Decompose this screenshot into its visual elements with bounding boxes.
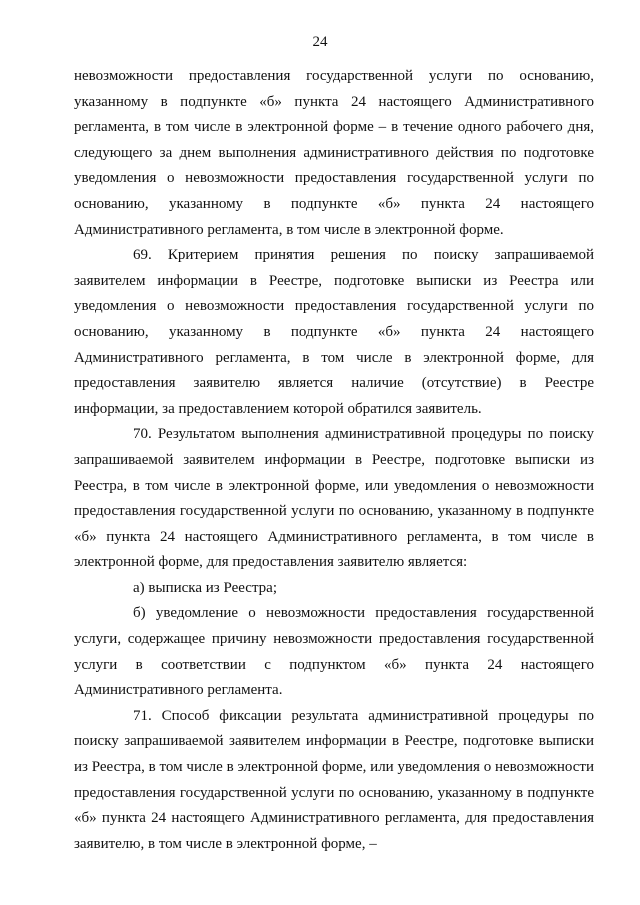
document-body — [74, 64, 594, 857]
paragraph-69: 69. Критерием принятия решения по поиску запрашиваемой заявителем информации в Реестре, подготовке выписки из Реестра или уведомления о невозможности предоставления государственной услуги по основанию, указанному в подпункте «б» пункта 24 настоящего Административного регламента, в том числе в электронной форме, для предоставления заявителю является наличие (отсутствие) в Реестре информации, за предоставлением которой обратился заявитель. — [74, 247, 594, 417]
paragraph-71: 71. Способ фиксации результата административной процедуры по поиску запрашиваемой заявителем информации в Реестре, подготовке выписки из Реестра, в том числе в электронной форме, или уведомления о невозможности предоставления государственной услуги по основанию, указанному в подпункте «б» пункта 24 настоящего Административного регламента, для предоставления заявителю, в том числе в электронной форме, – — [74, 707, 594, 852]
paragraph-70: 70. Результатом выполнения административной процедуры по поиску запрашиваемой заявителем информации в Реестре, подготовке выписки из Реестра, в том числе в электронной форме, или уведомления о невозможности предоставления государственной услуги по основанию, указанному в подпункте «б» пункта 24 настоящего Административного регламента, в том числе в электронной форме, для предоставления заявителю является: — [74, 426, 594, 571]
list-item-a: а) выписка из Реестра; — [133, 579, 278, 596]
paragraph-continuation: невозможности предоставления государственной услуги по основанию, указанному в подпункте «б» пункта 24 настоящего Административного регламента, в том числе в электронной форме – в течение одного рабочего дня, следующего за днем выполнения административного действия по подготовке уведомления о невозможности предоставления государственной услуги по основанию, указанному в подпункте «б» пункта 24 настоящего Административного регламента, в том числе в электронной форме. — [74, 68, 594, 238]
list-item-b: б) уведомление о невозможности предоставления государственной услуги, содержащее причину невозможности предоставления государственной услуги в соответствии с подпунктом «б» пункта 24 настоящего Административного регламента. — [74, 605, 594, 699]
page-number: 24 — [312, 34, 328, 50]
